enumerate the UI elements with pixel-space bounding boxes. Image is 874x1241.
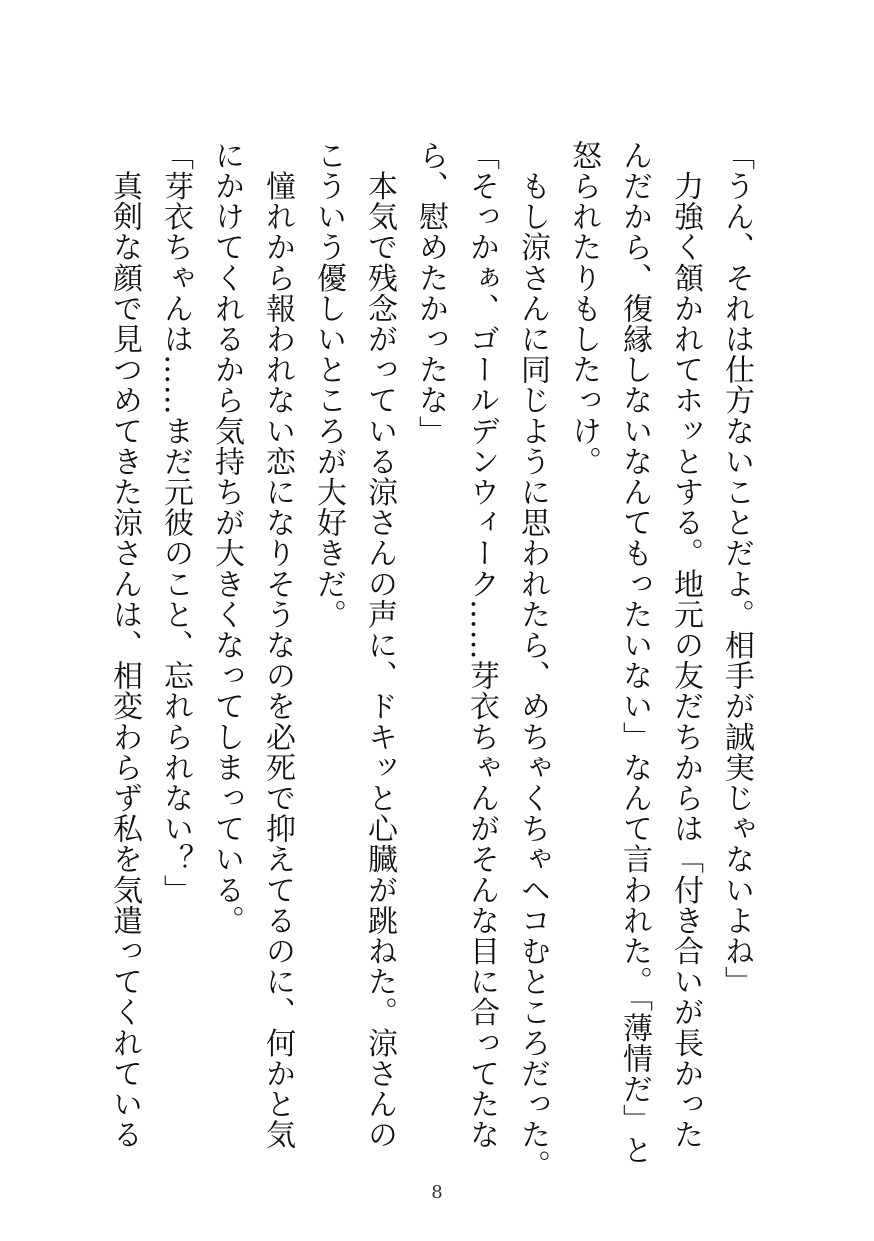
text-line-4: 怒られたりもしたっけ。 <box>566 140 601 477</box>
text-line-8: 本気で残念がっている涼さんの声に、ドキッと心臓が跳ねた。涼さんの <box>362 140 397 1150</box>
text-line-5: もし涼さんに同じように思われたら、めちゃくちゃヘコむところだった。 <box>515 140 550 1181</box>
text-line-2: 力強く頷かれてホッとする。地元の友だちからは「付き合いが長かった <box>668 140 703 1150</box>
text-line-10: 憧れから報われない恋になりそうなのを必死で抑えてるのに、何かと気 <box>260 140 295 1150</box>
text-line-12: 「芽衣ちゃんは……まだ元彼のこと、忘れられない？」 <box>158 140 193 905</box>
text-line-1: 「うん、それは仕方ないことだよ。相手が誠実じゃないよね」 <box>719 140 754 997</box>
text-line-13: 真剣な顔で見つめてきた涼さんは、相変わらず私を気遣ってくれている <box>107 140 142 1150</box>
text-line-3: んだから、復縁しないなんてもったいない」なんて言われた。「薄情だ」と <box>617 140 652 1166</box>
text-line-11: にかけてくれるから気持ちが大きくなってしまっている。 <box>209 140 244 936</box>
text-line-7: ら、慰めたかったな」 <box>413 140 448 446</box>
body-text <box>99 140 762 1181</box>
text-line-6: 「そっかぁ、ゴールデンウィーク……芽衣ちゃんがそんな目に合ってたな <box>464 140 499 1150</box>
text-line-9: こういう優しいところが大好きだ。 <box>311 140 346 630</box>
page-number: 8 <box>431 1182 443 1203</box>
